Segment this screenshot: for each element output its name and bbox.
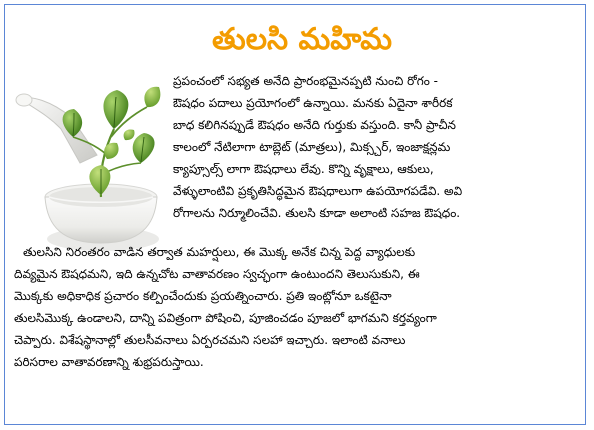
paragraph-line: కాలంలో నేటిలాగా టాబ్లెట్ (మాత్రలు), మిక్స్చర్, ఇంజాక్షన్లమ: [173, 140, 451, 154]
paragraph-line: వేళ్ళులాంటివి ప్రకృతిసిద్ధమైన ఔషధాలుగా ఉపయోగపడేవి. అవి: [173, 184, 463, 198]
paragraph-line: తులసిమొక్క ఉండాలని, దాన్ని పవిత్రంగా పోషించి, పూజించడం పూజలో భాగమని కర్తవ్యంగా: [14, 311, 437, 325]
paragraph-line: మొక్కకు అధికాధిక ప్రచారం కల్పించేందుకు ప్రయత్నించారు. ప్రతి ఇంట్లోనూ ఒకటైనా: [14, 289, 392, 303]
paragraph-line: తులసిని నిరంతరం వాడిన తర్వాత మహర్షులు, ఈ మొక్క అనేక చిన్న పెద్ద వ్యాధులకు: [23, 245, 416, 259]
paragraph-line: ఔషధం పదాలు ప్రయోగంలో ఉన్నాయి. మనకు ఏదైనా శారీరక: [173, 96, 453, 110]
paragraph-line: ప్రపంచంలో సభ్యత అనేది ప్రారంభమైనప్పటి నుంచి రోగం -: [173, 74, 438, 88]
paragraph-line: రోగాలను నిర్మూలించేవి. తులసి కూడా అలాంటి సహజ ఔషధం.: [173, 206, 461, 220]
paragraph-line: దివ్యమైన ఔషధమని, ఇది ఉన్నచోట వాతావరణం స్వచ్ఛంగా ఉంటుందని తెలుసుకుని, ఈ: [14, 267, 420, 281]
tulasi-mortar-image: [13, 79, 163, 259]
paragraph-line: క్యాప్సూల్స్ లాగా ఔషధాలు లేవు. కొన్ని వృక్షాలు, ఆకులు,: [173, 162, 434, 176]
page-title: తులసి మహిమ: [211, 22, 393, 57]
document-frame: [4, 4, 586, 425]
paragraph-line: చెప్పారు. విశేషస్థానాల్లో తులసీవనాలు ఏర్పరచమని సలహా ఇచ్చారు. ఇలాంటి వనాలు: [14, 333, 406, 347]
paragraph-line: పరిసరాల వాతావరణాన్ని శుభ్రపరుస్తాయి.: [14, 355, 204, 369]
paragraph-line: బాధ కలిగినప్పుడే ఔషధం అనేది గుర్తుకు వస్తుంది. కానీ ప్రాచీన: [173, 118, 456, 132]
